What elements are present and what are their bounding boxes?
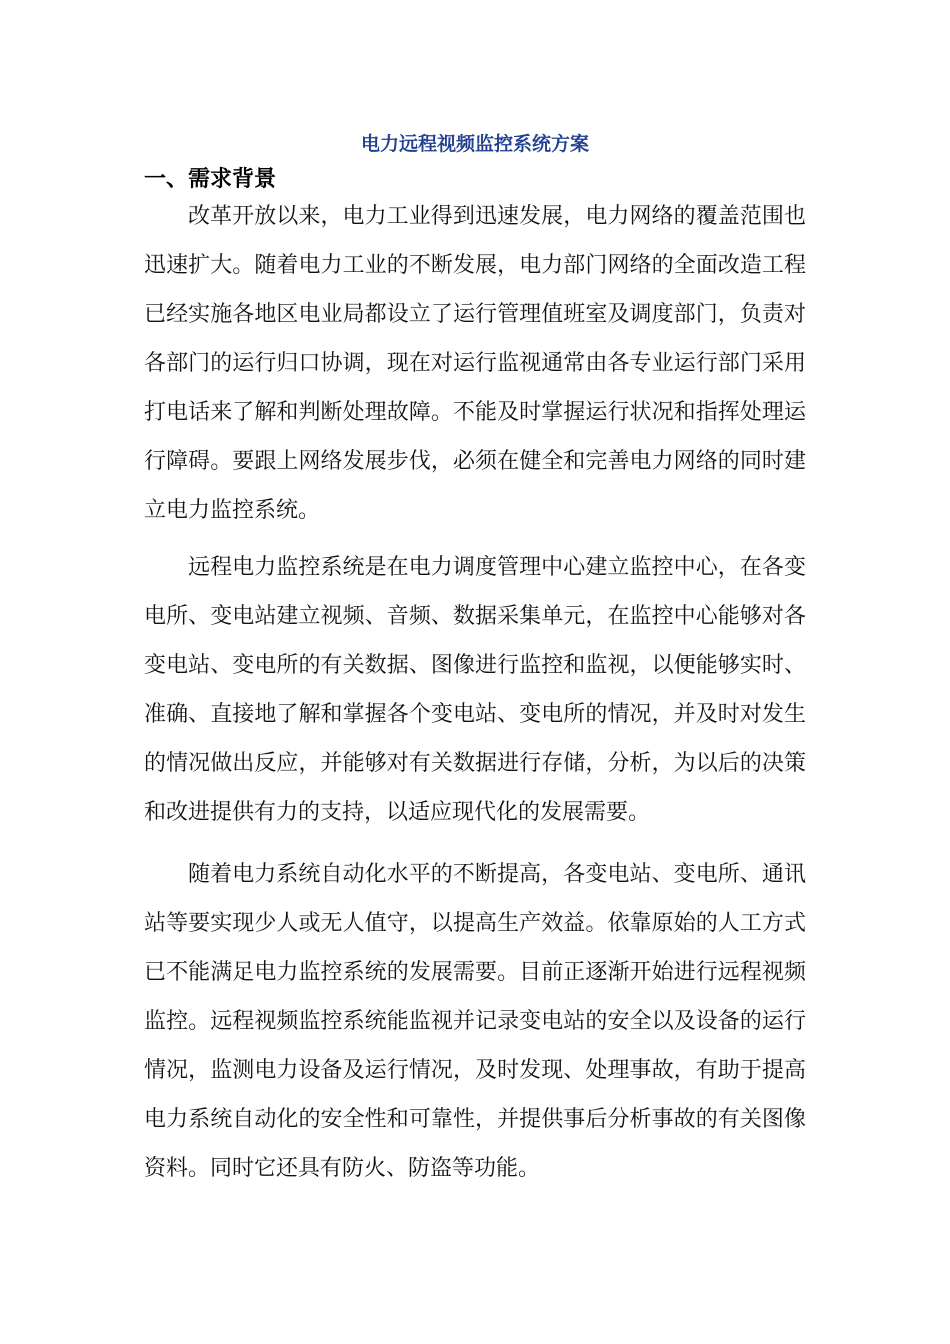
paragraph-2: 远程电力监控系统是在电力调度管理中心建立监控中心，在各变电所、变电站建立视频、音频、数据采集单元，在监控中心能够对各变电站、变电所的有关数据、图像进行监控和监视，以便能够实时、准确、直接地了解和掌握各个变电站、变电所的情况，并及时对发生的情况做出反应，并能够对有关数据进行存储，分析，为以后的决策和改进提供有力的支持，以适应现代化的发展需要。 bbox=[144, 555, 806, 825]
paragraph-3: 随着电力系统自动化水平的不断提高，各变电站、变电所、通讯站等要实现少人或无人值守，以提高生产效益。依靠原始的人工方式已不能满足电力监控系统的发展需要。目前正逐渐开始进行远程视频监控。远程视频监控系统能监视并记录变电站的安全以及设备的运行情况，监测电力设备及运行情况，及时发现、处理事故，有助于提高电力系统自动化的安全性和可靠性，并提供事后分析事故的有关图像资料。同时它还具有防火、防盗等功能。 bbox=[144, 862, 806, 1181]
paragraph-1: 改革开放以来，电力工业得到迅速发展，电力网络的覆盖范围也迅速扩大。随着电力工业的不断发展，电力部门网络的全面改造工程已经实施各地区电业局都设立了运行管理值班室及调度部门，负责对各部门的运行归口协调，现在对运行监视通常由各专业运行部门采用打电话来了解和判断处理故障。不能及时掌握运行状况和指挥处理运行障碍。要跟上网络发展步伐，必须在健全和完善电力网络的同时建立电力监控系统。 bbox=[144, 204, 806, 523]
section-heading: 一、需求背景 bbox=[144, 167, 277, 192]
document-title: 电力远程视频监控系统方案 bbox=[360, 133, 589, 155]
